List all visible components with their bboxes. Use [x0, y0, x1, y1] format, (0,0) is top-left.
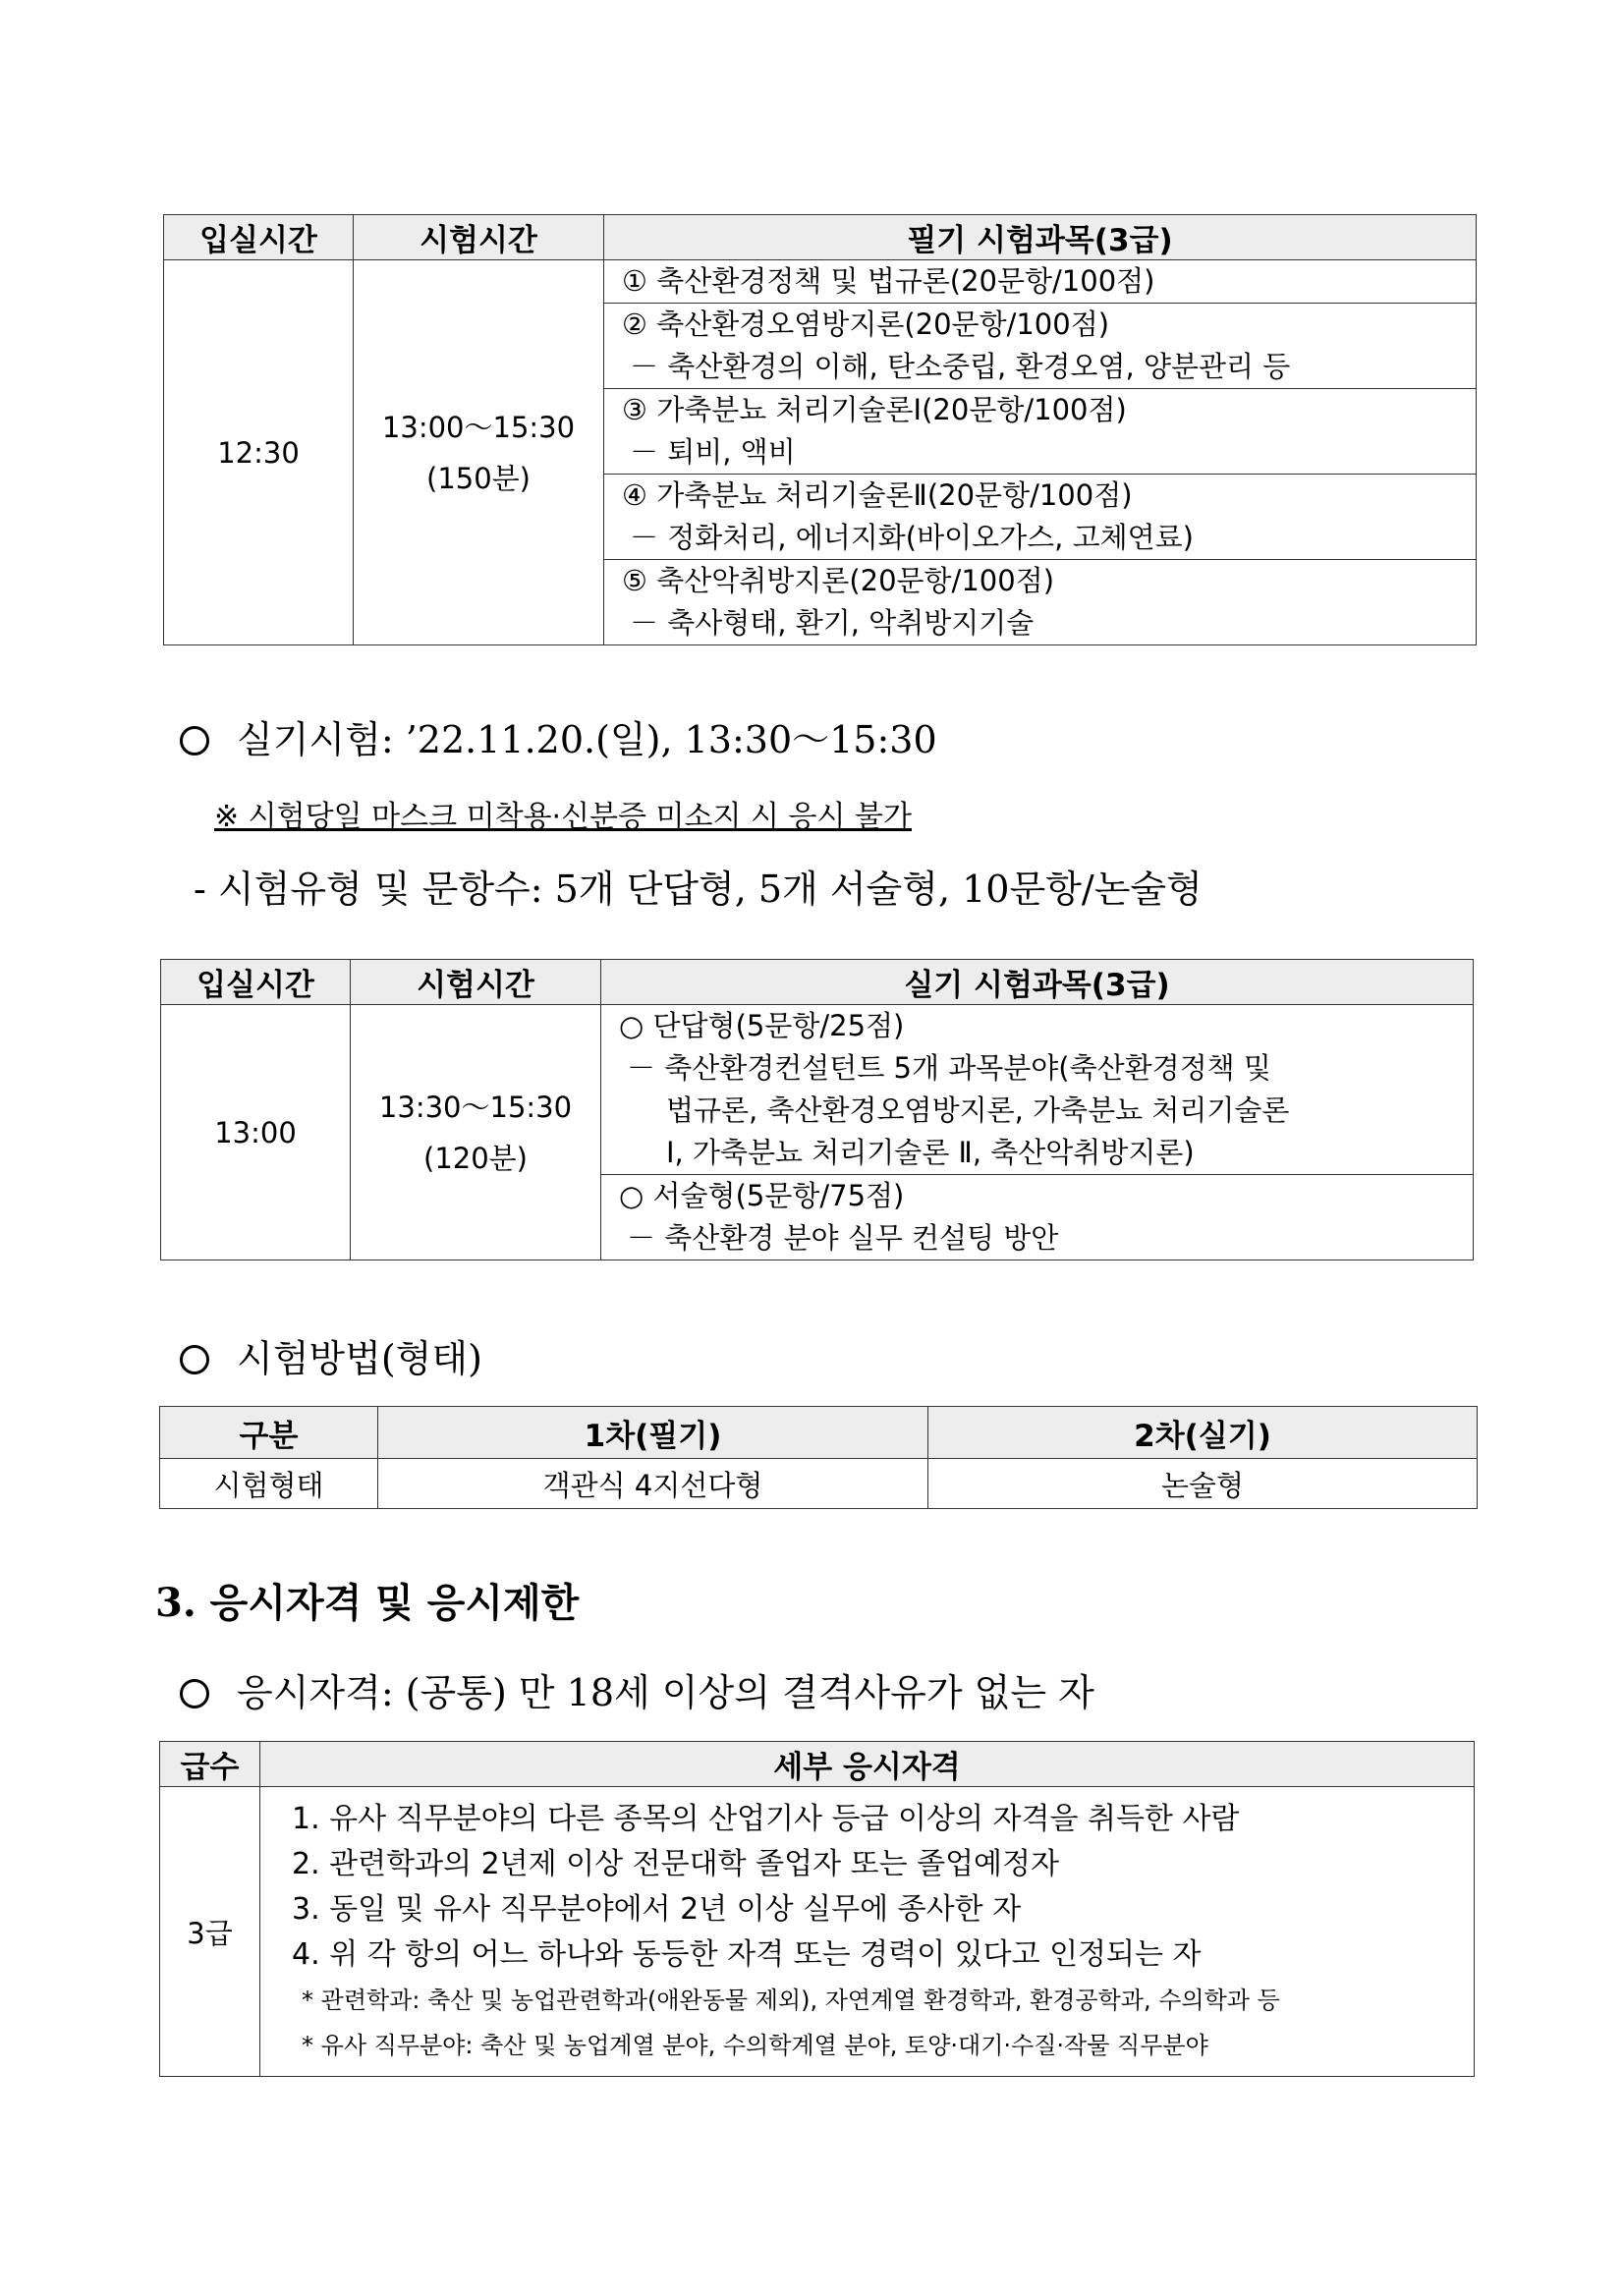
entry-time-cell: [164, 260, 354, 645]
subject-title: ① 축산환경정책 및 법규론(20문항/100점): [622, 264, 1155, 298]
written-exam-table: [163, 214, 1477, 645]
qualification-detail-cell: [260, 1787, 1475, 2077]
short-answer-cell: [601, 1005, 1474, 1175]
method-second-value: 논술형: [928, 1459, 1478, 1509]
exam-duration: (150분): [426, 461, 531, 495]
bullet-circle-icon: [180, 726, 209, 756]
method-header-first: 1차(필기): [378, 1407, 928, 1459]
subject-detail: － 축산환경의 이해, 탄소중립, 환경오염, 양분관리 등: [630, 350, 1291, 383]
subject-detail: － 퇴비, 액비: [630, 435, 796, 469]
method-header-second: 2차(실기): [928, 1407, 1478, 1459]
section3-heading-text: 3. 응시자격 및 응시제한: [155, 1580, 580, 1626]
qualification-item: 3. 동일 및 유사 직무분야에서 2년 이상 실무에 종사한 자: [292, 1892, 1022, 1927]
short-answer-detail: 법규론, 축산환경오염방지론, 가축분뇨 처리기술론: [666, 1093, 1290, 1127]
bullet-circle-icon: [180, 1345, 209, 1374]
subject-title: ⑤ 축산악취방지론(20문항/100점): [622, 564, 1055, 597]
method-table: [159, 1406, 1478, 1509]
subject-title: ③ 가축분뇨 처리기술론Ⅰ(20문항/100점): [622, 393, 1127, 426]
entry-time: 13:00: [214, 1115, 297, 1149]
method-row-label: 시험형태: [160, 1459, 378, 1509]
method-first-value: 객관식 4지선다형: [378, 1459, 928, 1509]
qualification-item: 4. 위 각 항의 어느 하나와 동등한 자격 또는 경력이 있다고 인정되는 자: [292, 1937, 1202, 1972]
qualification-item: 1. 유사 직무분야의 다른 종목의 산업기사 등급 이상의 자격을 취득한 사람: [292, 1802, 1240, 1836]
exam-time-cell: [351, 1005, 601, 1260]
practical-type-text: - 시험유형 및 문항수: 5개 단답형, 5개 서술형, 10문항/논술형: [194, 868, 1203, 911]
short-answer-title: ○ 단답형(5문항/25점): [619, 1009, 905, 1042]
header-entry-time: 입실시간: [161, 960, 351, 1005]
practical-exam-table: [160, 959, 1474, 1260]
subject-title: ④ 가축분뇨 처리기술론Ⅱ(20문항/100점): [622, 478, 1133, 512]
practical-heading-text: 실기시험: ’22.11.20.(일), 13:30～15:30: [237, 718, 937, 761]
header-exam-time: 시험시간: [351, 960, 601, 1005]
subject-cell: [604, 389, 1477, 475]
qualification-note: * 유사 직무분야: 축산 및 농업계열 분야, 수의학계열 분야, 토양·대기·수질·작물 직무분야: [302, 2032, 1208, 2059]
header-qualification-detail: 세부 응시자격: [260, 1742, 1475, 1787]
essay-cell: [601, 1175, 1474, 1260]
exam-time: 13:30～15:30: [378, 1090, 573, 1124]
subject-detail: － 축사형태, 환기, 악취방지기술: [630, 606, 1035, 640]
practical-heading: [180, 709, 937, 763]
section3-heading: [155, 1572, 579, 1628]
method-header-category: 구분: [160, 1407, 378, 1459]
header-entry-time: 입실시간: [164, 215, 354, 260]
method-heading-text: 시험방법(형태): [237, 1337, 482, 1380]
essay-title: ○ 서술형(5문항/75점): [619, 1179, 905, 1212]
header-grade: 급수: [160, 1742, 260, 1787]
exam-duration: (120분): [423, 1141, 528, 1175]
header-practical-subjects: 실기 시험과목(3급): [601, 960, 1474, 1005]
subject-cell: [604, 260, 1477, 304]
header-written-subjects: 필기 시험과목(3급): [604, 215, 1477, 260]
method-heading: [180, 1328, 482, 1382]
qualification-heading-text: 응시자격: (공통) 만 18세 이상의 결격사유가 없는 자: [237, 1671, 1094, 1714]
bullet-circle-icon: [180, 1679, 209, 1708]
short-answer-detail: － 축산환경컨설턴트 5개 과목분야(축산환경정책 및: [627, 1051, 1271, 1085]
subject-cell: [604, 304, 1477, 389]
qualification-table: [159, 1741, 1475, 2077]
qualification-note: * 관련학과: 축산 및 농업관련학과(애완동물 제외), 자연계열 환경학과, 환경공학과, 수의학과 등: [302, 1987, 1280, 2014]
qualification-item: 2. 관련학과의 2년제 이상 전문대학 졸업자 또는 졸업예정자: [292, 1847, 1060, 1881]
grade-cell: 3급: [160, 1787, 260, 2077]
exam-time-cell: [354, 260, 604, 645]
subject-cell: [604, 475, 1477, 560]
subject-title: ② 축산환경오염방지론(20문항/100점): [622, 308, 1110, 341]
practical-type-line: [194, 859, 1203, 913]
qualification-heading: [180, 1662, 1094, 1716]
subject-cell: [604, 560, 1477, 645]
subject-detail: － 정화처리, 에너지화(바이오가스, 고체연료): [630, 521, 1194, 554]
essay-detail: － 축산환경 분야 실무 컨설팅 방안: [627, 1221, 1059, 1255]
exam-time: 13:00～15:30: [381, 410, 576, 444]
practical-notice: [214, 792, 912, 835]
short-answer-detail: Ⅰ, 가축분뇨 처리기술론 Ⅱ, 축산악취방지론): [666, 1136, 1195, 1169]
entry-time: 12:30: [217, 435, 300, 470]
practical-notice-text: ※ 시험당일 마스크 미착용·신분증 미소지 시 응시 불가: [214, 800, 913, 834]
entry-time-cell: [161, 1005, 351, 1260]
header-exam-time: 시험시간: [354, 215, 604, 260]
